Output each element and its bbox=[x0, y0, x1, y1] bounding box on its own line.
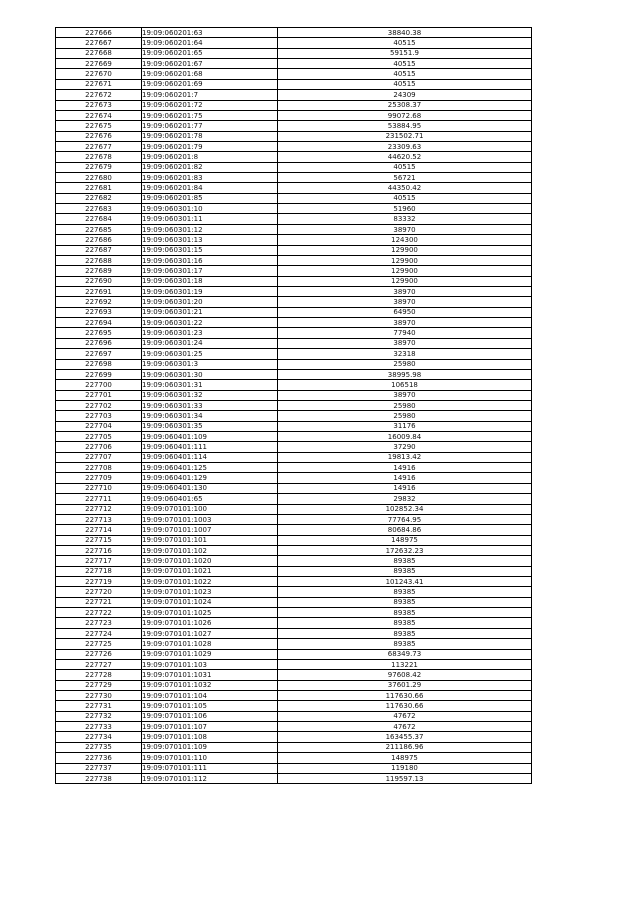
cadastral-value-cell: 38840.38 bbox=[278, 28, 532, 38]
cadastral-value-cell: 38970 bbox=[278, 297, 532, 307]
row-number-cell: 227716 bbox=[56, 545, 142, 555]
table-row bbox=[56, 608, 532, 618]
table-row bbox=[56, 152, 532, 162]
cadastral-value-cell: 37601.29 bbox=[278, 680, 532, 690]
row-number-cell: 227677 bbox=[56, 141, 142, 151]
cadastral-number-cell: 19:09:060301:18 bbox=[142, 276, 278, 286]
cadastral-number-cell: 19:09:070101:1022 bbox=[142, 577, 278, 587]
table-row bbox=[56, 121, 532, 131]
row-number-cell: 227696 bbox=[56, 338, 142, 348]
cadastral-number-cell: 19:09:060201:67 bbox=[142, 59, 278, 69]
row-number-cell: 227682 bbox=[56, 193, 142, 203]
cadastral-number-cell: 19:09:070101:102 bbox=[142, 545, 278, 555]
cadastral-number-cell: 19:09:060301:20 bbox=[142, 297, 278, 307]
cadastral-number-cell: 19:09:070101:1031 bbox=[142, 670, 278, 680]
cadastral-number-cell: 19:09:060301:3 bbox=[142, 359, 278, 369]
cadastral-number-cell: 19:09:060201:72 bbox=[142, 100, 278, 110]
cadastral-number-cell: 19:09:070101:1021 bbox=[142, 566, 278, 576]
cadastral-number-cell: 19:09:070101:106 bbox=[142, 711, 278, 721]
table-row bbox=[56, 224, 532, 234]
cadastral-number-cell: 19:09:060301:21 bbox=[142, 307, 278, 317]
table-row bbox=[56, 473, 532, 483]
cadastral-value-cell: 77764.95 bbox=[278, 514, 532, 524]
table-row bbox=[56, 722, 532, 732]
cadastral-number-cell: 19:09:070101:107 bbox=[142, 722, 278, 732]
cadastral-number-cell: 19:09:060201:65 bbox=[142, 48, 278, 58]
row-number-cell: 227714 bbox=[56, 525, 142, 535]
table-row bbox=[56, 732, 532, 742]
row-number-cell: 227694 bbox=[56, 318, 142, 328]
cadastral-value-cell: 83332 bbox=[278, 214, 532, 224]
cadastral-number-cell: 19:09:060201:68 bbox=[142, 69, 278, 79]
row-number-cell: 227681 bbox=[56, 183, 142, 193]
cadastral-value-cell: 25980 bbox=[278, 400, 532, 410]
row-number-cell: 227712 bbox=[56, 504, 142, 514]
table-row bbox=[56, 711, 532, 721]
row-number-cell: 227737 bbox=[56, 763, 142, 773]
row-number-cell: 227689 bbox=[56, 266, 142, 276]
table-row bbox=[56, 193, 532, 203]
table-row bbox=[56, 276, 532, 286]
cadastral-number-cell: 19:09:070101:1028 bbox=[142, 639, 278, 649]
table-row bbox=[56, 483, 532, 493]
table-row bbox=[56, 535, 532, 545]
row-number-cell: 227727 bbox=[56, 659, 142, 669]
table-row bbox=[56, 597, 532, 607]
table-row bbox=[56, 100, 532, 110]
cadastral-value-cell: 68349.73 bbox=[278, 649, 532, 659]
table-row bbox=[56, 670, 532, 680]
cadastral-number-cell: 19:09:070101:109 bbox=[142, 742, 278, 752]
cadastral-value-cell: 129900 bbox=[278, 245, 532, 255]
cadastral-value-cell: 16009.84 bbox=[278, 432, 532, 442]
table-row bbox=[56, 577, 532, 587]
cadastral-value-cell: 40515 bbox=[278, 162, 532, 172]
cadastral-value-cell: 89385 bbox=[278, 628, 532, 638]
row-number-cell: 227732 bbox=[56, 711, 142, 721]
cadastral-number-cell: 19:09:060201:84 bbox=[142, 183, 278, 193]
table-row bbox=[56, 162, 532, 172]
cadastral-number-cell: 19:09:060201:79 bbox=[142, 141, 278, 151]
cadastral-number-cell: 19:09:070101:1020 bbox=[142, 556, 278, 566]
row-number-cell: 227736 bbox=[56, 753, 142, 763]
row-number-cell: 227734 bbox=[56, 732, 142, 742]
cadastral-number-cell: 19:09:060401:125 bbox=[142, 463, 278, 473]
cadastral-value-cell: 89385 bbox=[278, 597, 532, 607]
cadastral-number-cell: 19:09:060201:77 bbox=[142, 121, 278, 131]
row-number-cell: 227668 bbox=[56, 48, 142, 58]
table-row bbox=[56, 691, 532, 701]
cadastral-value-cell: 64950 bbox=[278, 307, 532, 317]
cadastral-number-cell: 19:09:060301:32 bbox=[142, 390, 278, 400]
row-number-cell: 227691 bbox=[56, 286, 142, 296]
table-row bbox=[56, 504, 532, 514]
row-number-cell: 227723 bbox=[56, 618, 142, 628]
cadastral-value-cell: 53884.95 bbox=[278, 121, 532, 131]
cadastral-value-cell: 25980 bbox=[278, 359, 532, 369]
cadastral-number-cell: 19:09:060201:7 bbox=[142, 90, 278, 100]
table-row bbox=[56, 628, 532, 638]
table-row bbox=[56, 659, 532, 669]
cadastral-number-cell: 19:09:070101:108 bbox=[142, 732, 278, 742]
row-number-cell: 227733 bbox=[56, 722, 142, 732]
row-number-cell: 227720 bbox=[56, 587, 142, 597]
table-row bbox=[56, 214, 532, 224]
cadastral-number-cell: 19:09:060401:129 bbox=[142, 473, 278, 483]
cadastral-value-cell: 231502.71 bbox=[278, 131, 532, 141]
row-number-cell: 227692 bbox=[56, 297, 142, 307]
row-number-cell: 227703 bbox=[56, 411, 142, 421]
cadastral-value-cell: 38970 bbox=[278, 390, 532, 400]
cadastral-value-cell: 25980 bbox=[278, 411, 532, 421]
cadastral-number-cell: 19:09:070101:1024 bbox=[142, 597, 278, 607]
cadastral-number-cell: 19:09:060301:17 bbox=[142, 266, 278, 276]
table-row bbox=[56, 566, 532, 576]
cadastral-value-cell: 47672 bbox=[278, 711, 532, 721]
cadastral-number-cell: 19:09:060201:63 bbox=[142, 28, 278, 38]
cadastral-value-cell: 14916 bbox=[278, 483, 532, 493]
cadastral-value-cell: 172632.23 bbox=[278, 545, 532, 555]
cadastral-number-cell: 19:09:060201:69 bbox=[142, 79, 278, 89]
cadastral-value-cell: 31176 bbox=[278, 421, 532, 431]
cadastral-value-cell: 163455.37 bbox=[278, 732, 532, 742]
cadastral-value-cell: 38970 bbox=[278, 318, 532, 328]
row-number-cell: 227710 bbox=[56, 483, 142, 493]
cadastral-number-cell: 19:09:060301:33 bbox=[142, 400, 278, 410]
table-row bbox=[56, 773, 532, 783]
cadastral-value-cell: 89385 bbox=[278, 566, 532, 576]
cadastral-number-cell: 19:09:060301:31 bbox=[142, 380, 278, 390]
cadastral-number-cell: 19:09:070101:1025 bbox=[142, 608, 278, 618]
row-number-cell: 227675 bbox=[56, 121, 142, 131]
cadastral-number-cell: 19:09:060201:78 bbox=[142, 131, 278, 141]
row-number-cell: 227667 bbox=[56, 38, 142, 48]
cadastral-value-cell: 38970 bbox=[278, 224, 532, 234]
cadastral-number-cell: 19:09:060301:35 bbox=[142, 421, 278, 431]
cadastral-value-cell: 117630.66 bbox=[278, 701, 532, 711]
cadastral-value-cell: 44350.42 bbox=[278, 183, 532, 193]
cadastral-value-cell: 101243.41 bbox=[278, 577, 532, 587]
cadastral-value-cell: 89385 bbox=[278, 608, 532, 618]
row-number-cell: 227705 bbox=[56, 432, 142, 442]
cadastral-value-table bbox=[55, 27, 532, 784]
row-number-cell: 227707 bbox=[56, 452, 142, 462]
row-number-cell: 227688 bbox=[56, 255, 142, 265]
row-number-cell: 227678 bbox=[56, 152, 142, 162]
row-number-cell: 227708 bbox=[56, 463, 142, 473]
cadastral-number-cell: 19:09:060301:12 bbox=[142, 224, 278, 234]
table-row bbox=[56, 141, 532, 151]
cadastral-value-cell: 40515 bbox=[278, 79, 532, 89]
table-row bbox=[56, 649, 532, 659]
table-row bbox=[56, 266, 532, 276]
cadastral-value-cell: 102852.34 bbox=[278, 504, 532, 514]
cadastral-number-cell: 19:09:070101:1027 bbox=[142, 628, 278, 638]
row-number-cell: 227698 bbox=[56, 359, 142, 369]
cadastral-value-cell: 38995.98 bbox=[278, 369, 532, 379]
table-row bbox=[56, 204, 532, 214]
cadastral-number-cell: 19:09:070101:1029 bbox=[142, 649, 278, 659]
cadastral-number-cell: 19:09:070101:101 bbox=[142, 535, 278, 545]
cadastral-value-cell: 129900 bbox=[278, 276, 532, 286]
table-row bbox=[56, 255, 532, 265]
cadastral-number-cell: 19:09:060301:34 bbox=[142, 411, 278, 421]
row-number-cell: 227701 bbox=[56, 390, 142, 400]
row-number-cell: 227666 bbox=[56, 28, 142, 38]
cadastral-value-cell: 47672 bbox=[278, 722, 532, 732]
cadastral-number-cell: 19:09:070101:1032 bbox=[142, 680, 278, 690]
table-row bbox=[56, 59, 532, 69]
cadastral-number-cell: 19:09:060301:23 bbox=[142, 328, 278, 338]
cadastral-value-cell: 40515 bbox=[278, 59, 532, 69]
row-number-cell: 227687 bbox=[56, 245, 142, 255]
cadastral-value-cell: 148975 bbox=[278, 753, 532, 763]
cadastral-value-cell: 38970 bbox=[278, 286, 532, 296]
cadastral-number-cell: 19:09:060201:64 bbox=[142, 38, 278, 48]
row-number-cell: 227685 bbox=[56, 224, 142, 234]
table-row bbox=[56, 90, 532, 100]
cadastral-value-cell: 25308.37 bbox=[278, 100, 532, 110]
cadastral-value-cell: 40515 bbox=[278, 69, 532, 79]
cadastral-value-cell: 24309 bbox=[278, 90, 532, 100]
cadastral-number-cell: 19:09:060301:22 bbox=[142, 318, 278, 328]
row-number-cell: 227726 bbox=[56, 649, 142, 659]
table-row bbox=[56, 525, 532, 535]
table-row bbox=[56, 338, 532, 348]
row-number-cell: 227674 bbox=[56, 110, 142, 120]
row-number-cell: 227673 bbox=[56, 100, 142, 110]
row-number-cell: 227728 bbox=[56, 670, 142, 680]
row-number-cell: 227699 bbox=[56, 369, 142, 379]
row-number-cell: 227722 bbox=[56, 608, 142, 618]
cadastral-number-cell: 19:09:060301:11 bbox=[142, 214, 278, 224]
table-row bbox=[56, 680, 532, 690]
cadastral-number-cell: 19:09:070101:104 bbox=[142, 691, 278, 701]
row-number-cell: 227672 bbox=[56, 90, 142, 100]
table-row bbox=[56, 587, 532, 597]
row-number-cell: 227702 bbox=[56, 400, 142, 410]
cadastral-number-cell: 19:09:060301:13 bbox=[142, 235, 278, 245]
row-number-cell: 227706 bbox=[56, 442, 142, 452]
table-row bbox=[56, 556, 532, 566]
row-number-cell: 227713 bbox=[56, 514, 142, 524]
table-row bbox=[56, 421, 532, 431]
cadastral-number-cell: 19:09:070101:111 bbox=[142, 763, 278, 773]
table-row bbox=[56, 349, 532, 359]
cadastral-value-cell: 117630.66 bbox=[278, 691, 532, 701]
cadastral-number-cell: 19:09:060301:19 bbox=[142, 286, 278, 296]
table-row bbox=[56, 442, 532, 452]
table-row bbox=[56, 359, 532, 369]
cadastral-value-cell: 59151.9 bbox=[278, 48, 532, 58]
cadastral-number-cell: 19:09:070101:103 bbox=[142, 659, 278, 669]
cadastral-value-cell: 124300 bbox=[278, 235, 532, 245]
table-row bbox=[56, 390, 532, 400]
row-number-cell: 227686 bbox=[56, 235, 142, 245]
cadastral-value-cell: 14916 bbox=[278, 473, 532, 483]
table-row bbox=[56, 400, 532, 410]
row-number-cell: 227711 bbox=[56, 494, 142, 504]
row-number-cell: 227670 bbox=[56, 69, 142, 79]
cadastral-value-cell: 40515 bbox=[278, 193, 532, 203]
table-row bbox=[56, 286, 532, 296]
cadastral-value-cell: 23309.63 bbox=[278, 141, 532, 151]
table-row bbox=[56, 494, 532, 504]
row-number-cell: 227719 bbox=[56, 577, 142, 587]
table-row bbox=[56, 742, 532, 752]
cadastral-number-cell: 19:09:060201:82 bbox=[142, 162, 278, 172]
cadastral-value-cell: 29832 bbox=[278, 494, 532, 504]
cadastral-value-cell: 40515 bbox=[278, 38, 532, 48]
table-row bbox=[56, 753, 532, 763]
table-body bbox=[56, 28, 532, 784]
cadastral-value-cell: 89385 bbox=[278, 639, 532, 649]
cadastral-value-cell: 14916 bbox=[278, 463, 532, 473]
table-row bbox=[56, 545, 532, 555]
cadastral-number-cell: 19:09:060301:16 bbox=[142, 255, 278, 265]
row-number-cell: 227693 bbox=[56, 307, 142, 317]
cadastral-number-cell: 19:09:070101:110 bbox=[142, 753, 278, 763]
cadastral-value-cell: 106518 bbox=[278, 380, 532, 390]
row-number-cell: 227717 bbox=[56, 556, 142, 566]
cadastral-value-cell: 80684.86 bbox=[278, 525, 532, 535]
table-row bbox=[56, 701, 532, 711]
cadastral-value-cell: 44620.52 bbox=[278, 152, 532, 162]
row-number-cell: 227679 bbox=[56, 162, 142, 172]
cadastral-number-cell: 19:09:060401:65 bbox=[142, 494, 278, 504]
row-number-cell: 227690 bbox=[56, 276, 142, 286]
cadastral-value-cell: 148975 bbox=[278, 535, 532, 545]
cadastral-number-cell: 19:09:060301:15 bbox=[142, 245, 278, 255]
cadastral-value-cell: 89385 bbox=[278, 618, 532, 628]
table-row bbox=[56, 79, 532, 89]
row-number-cell: 227695 bbox=[56, 328, 142, 338]
cadastral-value-cell: 119597.13 bbox=[278, 773, 532, 783]
cadastral-value-cell: 89385 bbox=[278, 556, 532, 566]
cadastral-number-cell: 19:09:060401:130 bbox=[142, 483, 278, 493]
cadastral-value-cell: 56721 bbox=[278, 173, 532, 183]
row-number-cell: 227731 bbox=[56, 701, 142, 711]
cadastral-number-cell: 19:09:060301:25 bbox=[142, 349, 278, 359]
cadastral-number-cell: 19:09:070101:1026 bbox=[142, 618, 278, 628]
cadastral-value-cell: 211186.96 bbox=[278, 742, 532, 752]
table-row bbox=[56, 297, 532, 307]
cadastral-number-cell: 19:09:060401:109 bbox=[142, 432, 278, 442]
cadastral-number-cell: 19:09:070101:1003 bbox=[142, 514, 278, 524]
cadastral-number-cell: 19:09:060401:114 bbox=[142, 452, 278, 462]
table-row bbox=[56, 110, 532, 120]
cadastral-number-cell: 19:09:070101:1023 bbox=[142, 587, 278, 597]
row-number-cell: 227680 bbox=[56, 173, 142, 183]
cadastral-number-cell: 19:09:070101:112 bbox=[142, 773, 278, 783]
row-number-cell: 227730 bbox=[56, 691, 142, 701]
cadastral-number-cell: 19:09:060201:8 bbox=[142, 152, 278, 162]
row-number-cell: 227683 bbox=[56, 204, 142, 214]
table-row bbox=[56, 131, 532, 141]
cadastral-number-cell: 19:09:070101:100 bbox=[142, 504, 278, 514]
table-row bbox=[56, 380, 532, 390]
row-number-cell: 227671 bbox=[56, 79, 142, 89]
cadastral-value-cell: 38970 bbox=[278, 338, 532, 348]
row-number-cell: 227729 bbox=[56, 680, 142, 690]
row-number-cell: 227669 bbox=[56, 59, 142, 69]
table-row bbox=[56, 411, 532, 421]
table-row bbox=[56, 369, 532, 379]
table-row bbox=[56, 763, 532, 773]
table-row bbox=[56, 328, 532, 338]
row-number-cell: 227721 bbox=[56, 597, 142, 607]
table-row bbox=[56, 452, 532, 462]
cadastral-value-cell: 32318 bbox=[278, 349, 532, 359]
row-number-cell: 227724 bbox=[56, 628, 142, 638]
cadastral-value-cell: 97608.42 bbox=[278, 670, 532, 680]
cadastral-value-cell: 51960 bbox=[278, 204, 532, 214]
table-row bbox=[56, 28, 532, 38]
table-row bbox=[56, 639, 532, 649]
table-row bbox=[56, 463, 532, 473]
row-number-cell: 227735 bbox=[56, 742, 142, 752]
row-number-cell: 227715 bbox=[56, 535, 142, 545]
cadastral-value-cell: 119180 bbox=[278, 763, 532, 773]
table-row bbox=[56, 38, 532, 48]
row-number-cell: 227704 bbox=[56, 421, 142, 431]
table-row bbox=[56, 514, 532, 524]
row-number-cell: 227684 bbox=[56, 214, 142, 224]
table-row bbox=[56, 245, 532, 255]
table-row bbox=[56, 173, 532, 183]
table-row bbox=[56, 307, 532, 317]
cadastral-number-cell: 19:09:060301:30 bbox=[142, 369, 278, 379]
row-number-cell: 227676 bbox=[56, 131, 142, 141]
cadastral-number-cell: 19:09:060201:83 bbox=[142, 173, 278, 183]
cadastral-number-cell: 19:09:070101:105 bbox=[142, 701, 278, 711]
cadastral-value-cell: 89385 bbox=[278, 587, 532, 597]
cadastral-value-cell: 129900 bbox=[278, 255, 532, 265]
cadastral-value-cell: 77940 bbox=[278, 328, 532, 338]
row-number-cell: 227738 bbox=[56, 773, 142, 783]
table-row bbox=[56, 183, 532, 193]
table-row bbox=[56, 432, 532, 442]
cadastral-number-cell: 19:09:060401:111 bbox=[142, 442, 278, 452]
table-row bbox=[56, 48, 532, 58]
cadastral-number-cell: 19:09:060201:85 bbox=[142, 193, 278, 203]
row-number-cell: 227725 bbox=[56, 639, 142, 649]
cadastral-value-cell: 99072.68 bbox=[278, 110, 532, 120]
table-row bbox=[56, 318, 532, 328]
cadastral-value-cell: 19813.42 bbox=[278, 452, 532, 462]
cadastral-value-cell: 113221 bbox=[278, 659, 532, 669]
cadastral-value-cell: 129900 bbox=[278, 266, 532, 276]
table-row bbox=[56, 618, 532, 628]
table-row bbox=[56, 69, 532, 79]
cadastral-number-cell: 19:09:060301:10 bbox=[142, 204, 278, 214]
row-number-cell: 227709 bbox=[56, 473, 142, 483]
row-number-cell: 227697 bbox=[56, 349, 142, 359]
cadastral-number-cell: 19:09:060301:24 bbox=[142, 338, 278, 348]
cadastral-number-cell: 19:09:070101:1007 bbox=[142, 525, 278, 535]
table-row bbox=[56, 235, 532, 245]
row-number-cell: 227700 bbox=[56, 380, 142, 390]
cadastral-number-cell: 19:09:060201:75 bbox=[142, 110, 278, 120]
row-number-cell: 227718 bbox=[56, 566, 142, 576]
cadastral-value-cell: 37290 bbox=[278, 442, 532, 452]
